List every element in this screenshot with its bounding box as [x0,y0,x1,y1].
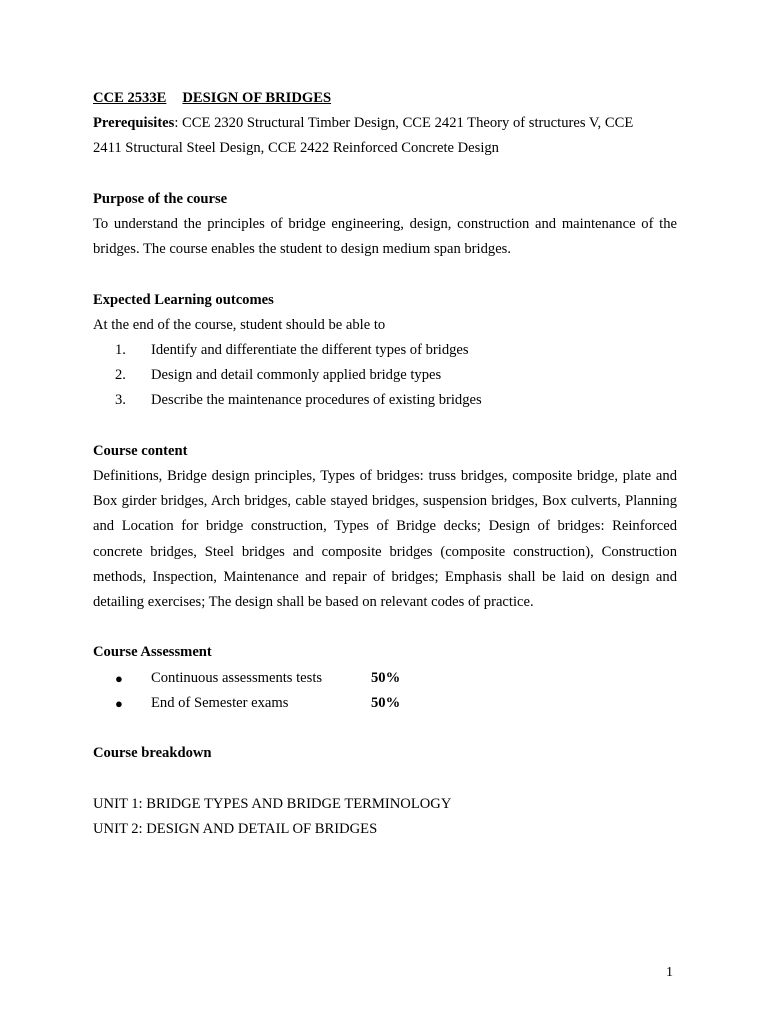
assessment-label: End of Semester exams [151,694,289,711]
document-page [93,86,677,842]
assessment-item [93,666,677,691]
course-code: CCE 2533E [93,90,167,106]
spacer [93,615,677,640]
course-title [93,86,677,111]
outcomes-intro: At the end of the course, student should be able to [93,316,386,333]
course-name: DESIGN OF BRIDGES [182,90,332,106]
unit-item: UNIT 2: DESIGN AND DETAIL OF BRIDGES [93,820,378,837]
assessment-heading: Course Assessment [93,644,212,661]
outcome-text: Describe the maintenance procedures of existing bridges [151,392,482,409]
outcome-number: 1. [115,342,126,358]
spacer [93,262,677,287]
unit-item: UNIT 1: BRIDGE TYPES AND BRIDGE TERMINOLOGY [93,795,452,812]
prerequisites-text-1: : CCE 2320 Structural Timber Design, CCE 2421 Theory of structures V, CCE [174,115,634,132]
prerequisites-line-2: 2411 Structural Steel Design, CCE 2422 Reinforced Concrete Design [93,140,499,157]
outcome-text: Identify and differentiate the different types of bridges [151,342,469,358]
assessment-label: Continuous assessments tests [151,669,323,686]
spacer [93,162,677,187]
spacer [93,716,677,741]
assessment-item [93,691,677,716]
outcome-number: 2. [115,367,126,384]
assessment-percent: 50% [371,669,401,686]
spacer [93,414,677,439]
page-number: 1 [666,965,673,980]
breakdown-heading: Course breakdown [93,745,212,762]
outcome-item [93,363,677,388]
outcome-text: Design and detail commonly applied bridge types [151,367,442,384]
spacer [93,766,677,791]
content-heading: Course content [93,442,188,459]
purpose-text: To understand the principles of bridge engineering, design, construction and maintenance of the bridges. The course enables the student to design medium span bridges. [93,216,677,258]
outcome-item [93,338,677,363]
prerequisites-label: Prerequisites [93,115,175,132]
purpose-heading: Purpose of the course [93,190,228,207]
bullet-icon: ● [115,670,123,686]
content-text: Definitions, Bridge design principles, Types of bridges: truss bridges, composite bridge, plate and Box girder bridges, Arch bridges, cable stayed bridges, suspension bridges, Box culverts, Planning and Location for bridge construction, Types of Bridge decks; Design of bridges: Reinforced concrete bridges, Steel bridges and composite bridges (composite construction), Construction methods, Inspection, Maintenance and repair of bridges; Emphasis shall be laid on design and detailing exercises; The design shall be based on relevant codes of practice. [93,468,677,611]
outcome-item [93,388,677,413]
outcome-number: 3. [115,392,126,409]
bullet-icon: ● [115,695,123,711]
outcomes-heading: Expected Learning outcomes [93,291,274,308]
assessment-percent: 50% [371,694,401,711]
prerequisites-line-1 [93,111,677,136]
